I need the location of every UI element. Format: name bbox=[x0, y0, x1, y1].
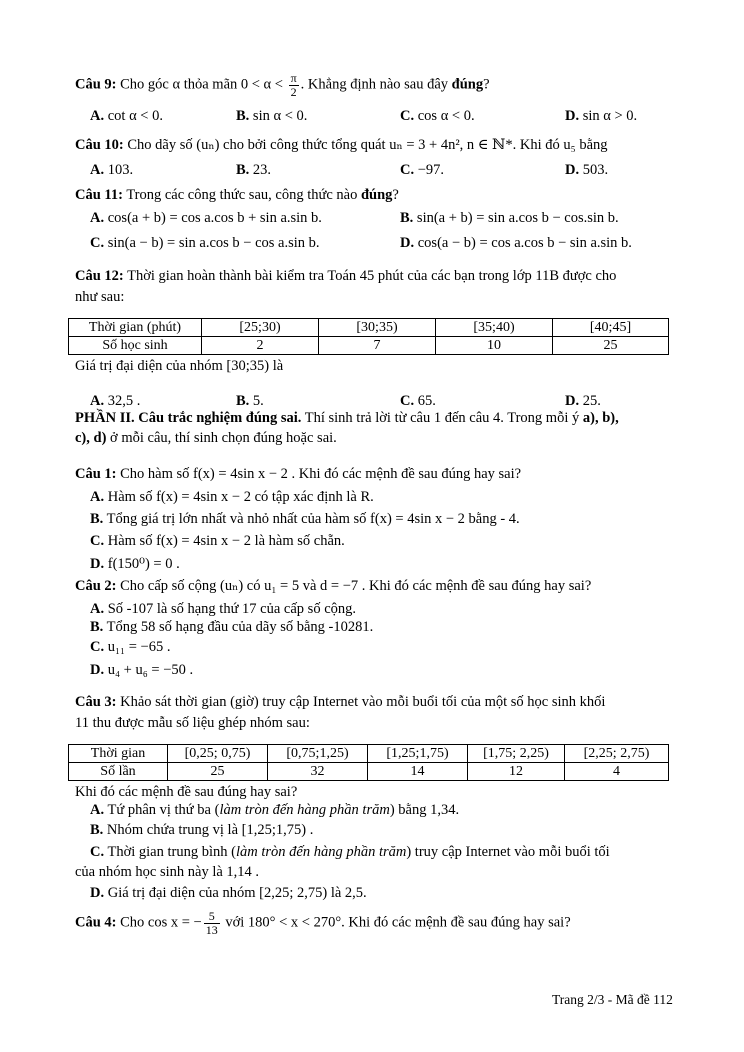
q9-option-b: B. sin α < 0. bbox=[236, 108, 308, 124]
p2q4-fraction: $\frac{5}{13}$ bbox=[205, 909, 218, 937]
p2q1-item-a: A. Hàm số f(x) = 4sin x − 2 có tập xác định là R. bbox=[90, 489, 374, 505]
q9-text: Cho góc α thỏa mãn 0 < α < bbox=[116, 76, 287, 93]
q9-label: Câu 9: bbox=[75, 76, 117, 93]
p2q1-item-b: B. Tổng giá trị lớn nhất và nhỏ nhất của hàm số f(x) = 4sin x − 2 bằng - 4. bbox=[90, 511, 520, 527]
q12-option-c: C. 65. bbox=[400, 393, 436, 409]
q10-option-c: C. −97. bbox=[400, 162, 445, 178]
p2q3-item-d: D. Giá trị đại diện của nhóm [2,25; 2,75) là 2,5. bbox=[90, 885, 367, 901]
p2q2-item-a: A. Số -107 là số hạng thứ 17 của cấp số cộng. bbox=[90, 601, 357, 617]
part2-heading-line2: c), d) ở mỗi câu, thí sinh chọn đúng hoặc sai. bbox=[75, 430, 337, 446]
q11-option-d: D. cos(a − b) = cos a.cos b − sin a.sin b. bbox=[400, 235, 632, 251]
p2q3-stem: Câu 3: Khảo sát thời gian (giờ) truy cập Internet vào mỗi buổi tối của một số học sinh khối bbox=[75, 694, 606, 710]
q12-table bbox=[68, 318, 669, 355]
q9-option-d: D. sin α > 0. bbox=[565, 108, 638, 124]
q11-option-b: B. sin(a + b) = sin a.cos b − cos.sin b. bbox=[400, 210, 619, 226]
p2q4-stem: Câu 4: Cho cos x = − $\frac{5}{13}$ với 180° < x < 270°. Khi đó các mệnh đề sau đúng hay sai? bbox=[75, 909, 571, 937]
q9-text-c: ? bbox=[483, 76, 490, 93]
p2q3-item-c: C. Thời gian trung bình (làm tròn đến hàng phần trăm) truy cập Internet vào mỗi buổi tối bbox=[90, 844, 610, 860]
q12-option-d: D. 25. bbox=[565, 393, 601, 409]
page-footer: Trang 2/3 - Mã đề 112 bbox=[552, 992, 673, 1007]
p2q1-stem: Câu 1: Cho hàm số f(x) = 4sin x − 2 . Khi đó các mệnh đề sau đúng hay sai? bbox=[75, 466, 522, 482]
q10-option-b: B. 23. bbox=[236, 162, 272, 178]
p2q3-table bbox=[68, 744, 669, 781]
q12-option-a: A. 32,5 . bbox=[90, 393, 141, 409]
q10-stem: Câu 10: Cho dãy số (uₙ) cho bởi công thức tổng quát uₙ = 3 + 4n², n ∈ ℕ*. Khi đó u₅ bằng bbox=[75, 137, 608, 153]
q10-option-d: D. 503. bbox=[565, 162, 609, 178]
p2q3-item-b: B. Nhóm chứa trung vị là [1,25;1,75) . bbox=[90, 822, 314, 838]
p2q1-item-d: D. f(150⁰) = 0 . bbox=[90, 556, 180, 572]
part2-heading: PHẦN II. Câu trắc nghiệm đúng sai. Thí sinh trả lời từ câu 1 đến câu 4. Trong mỗi ý a), b), bbox=[75, 410, 619, 426]
p2q2-stem: Câu 2: Cho cấp số cộng (uₙ) có u₁ = 5 và d = −7 . Khi đó các mệnh đề sau đúng hay sai? bbox=[75, 578, 592, 594]
p2q2-item-b: B. Tổng 58 số hạng đầu của dãy số bằng -10281. bbox=[90, 619, 374, 635]
q9-option-a: A. cot α < 0. bbox=[90, 108, 163, 124]
p2q3-after: Khi đó các mệnh đề sau đúng hay sai? bbox=[75, 784, 298, 800]
q11-option-c: C. sin(a − b) = sin a.cos b − cos a.sin b. bbox=[90, 235, 320, 251]
p2q1-item-c: C. Hàm số f(x) = 4sin x − 2 là hàm số chẵn. bbox=[90, 533, 345, 549]
q9-bold: đúng bbox=[451, 76, 484, 93]
table-row: Số học sinh 2 7 10 25 bbox=[69, 337, 669, 355]
q9-text-b: . Khẳng định nào sau đây bbox=[300, 76, 452, 93]
q9-fraction: $\frac{\pi}{2}$ bbox=[290, 71, 297, 99]
p2q3-item-a: A. Tứ phân vị thứ ba (làm tròn đến hàng phần trăm) bằng 1,34. bbox=[90, 802, 460, 818]
q9-option-c: C. cos α < 0. bbox=[400, 108, 475, 124]
q10-option-a: A. 103. bbox=[90, 162, 134, 178]
p2q3-stem-line2: 11 thu được mẫu số liệu ghép nhóm sau: bbox=[75, 715, 310, 731]
q12-option-b: B. 5. bbox=[236, 393, 264, 409]
p2q2-item-d: D. u₄ + u₆ = −50 . bbox=[90, 662, 194, 678]
q9-stem bbox=[75, 72, 490, 98]
q12-stem: Câu 12: Thời gian hoàn thành bài kiểm tra Toán 45 phút của các bạn trong lớp 11B được cho bbox=[75, 268, 617, 284]
table-row: Thời gian [0,25; 0,75) [0,75;1,25) [1,25;1,75) [1,75; 2,25) [2,25; 2,75) bbox=[69, 745, 669, 763]
q12-after: Giá trị đại diện của nhóm [30;35) là bbox=[75, 358, 284, 374]
q12-stem-line2: như sau: bbox=[75, 289, 125, 305]
p2q2-item-c: C. u₁₁ = −65 . bbox=[90, 639, 171, 655]
table-row: Số lần 25 32 14 12 4 bbox=[69, 763, 669, 781]
q11-stem: Câu 11: Trong các công thức sau, công thức nào đúng? bbox=[75, 187, 399, 203]
table-row: Thời gian (phút) [25;30) [30;35) [35;40) [40;45] bbox=[69, 319, 669, 337]
q11-option-a: A. cos(a + b) = cos a.cos b + sin a.sin b. bbox=[90, 210, 322, 226]
p2q3-item-c-line2: của nhóm học sinh này là 1,14 . bbox=[75, 864, 260, 880]
